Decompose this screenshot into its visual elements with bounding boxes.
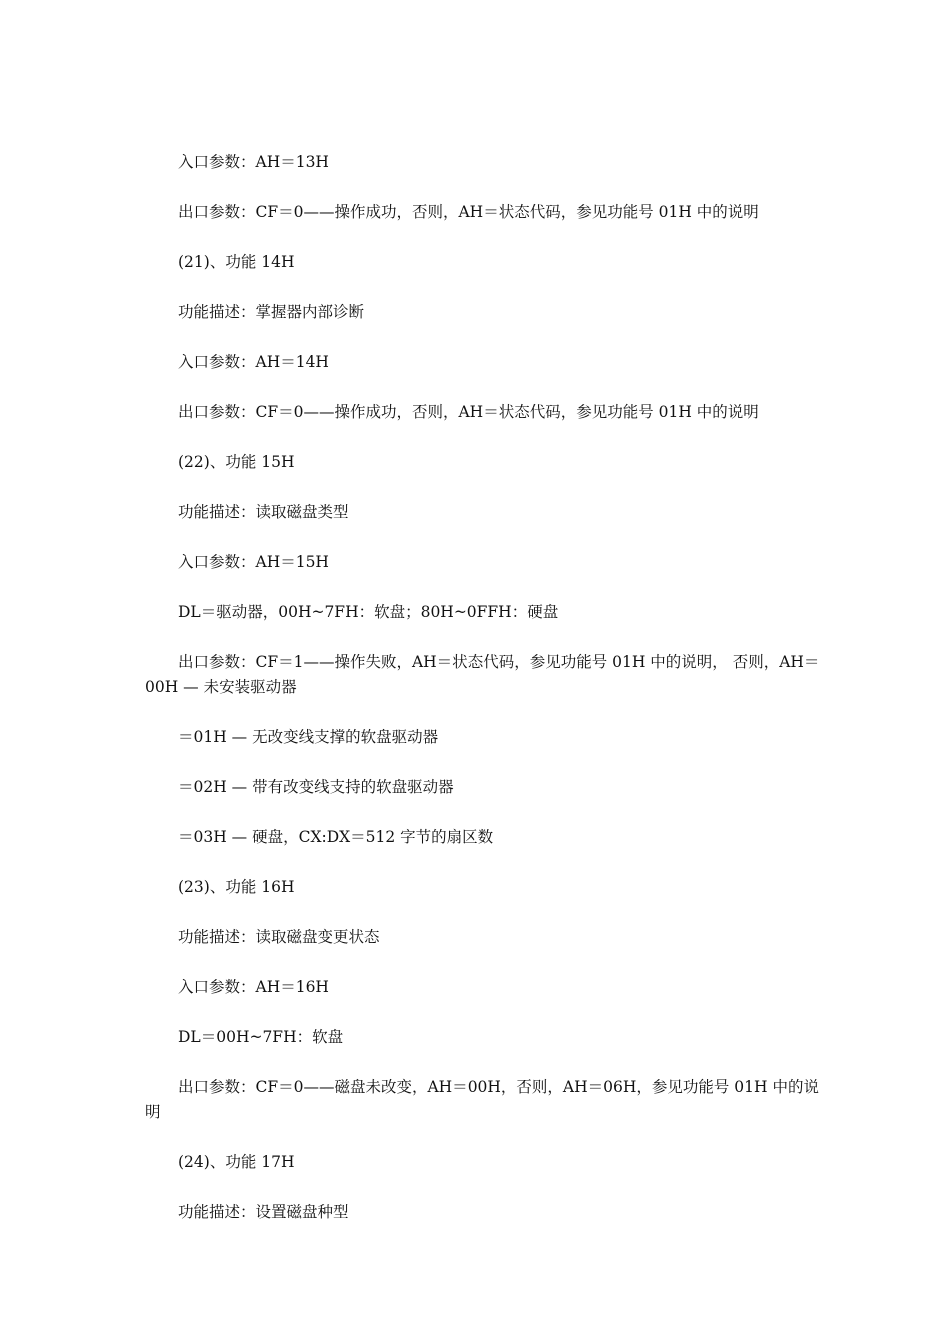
paragraph-7: (22)、功能 15H	[178, 453, 295, 471]
paragraph-3: (21)、功能 14H	[178, 253, 295, 271]
paragraph-19: 出口参数：CF＝0——磁盘未改变，AH＝00H，否则，AH＝06H，参见功能号 01H 中的说明	[145, 1078, 819, 1121]
paragraph-6: 出口参数：CF＝0——操作成功，否则，AH＝状态代码，参见功能号 01H 中的说明	[178, 403, 759, 421]
paragraph-2: 出口参数：CF＝0——操作成功，否则，AH＝状态代码，参见功能号 01H 中的说明	[178, 203, 759, 221]
paragraph-12: ＝01H — 无改变线支撑的软盘驱动器	[178, 728, 439, 746]
paragraph-10: DL＝驱动器，00H~7FH：软盘；80H~0FFH：硬盘	[178, 603, 559, 621]
paragraph-13: ＝02H — 带有改变线支持的软盘驱动器	[178, 778, 454, 796]
paragraph-15: (23)、功能 16H	[178, 878, 295, 896]
paragraph-9: 入口参数：AH＝15H	[178, 553, 329, 571]
paragraph-16: 功能描述：读取磁盘变更状态	[178, 928, 380, 946]
paragraph-20: (24)、功能 17H	[178, 1153, 295, 1171]
paragraph-1: 入口参数：AH＝13H	[178, 153, 329, 171]
paragraph-4: 功能描述：掌握器内部诊断	[178, 303, 365, 321]
paragraph-5: 入口参数：AH＝14H	[178, 353, 329, 371]
paragraph-8: 功能描述：读取磁盘类型	[178, 503, 349, 521]
paragraph-21: 功能描述：设置磁盘种型	[178, 1203, 349, 1221]
document-body	[145, 150, 820, 1225]
paragraph-17: 入口参数：AH＝16H	[178, 978, 329, 996]
paragraph-11: 出口参数：CF＝1——操作失败，AH＝状态代码，参见功能号 01H 中的说明， 否则，AH＝00H — 未安装驱动器	[145, 653, 820, 696]
paragraph-18: DL＝00H~7FH：软盘	[178, 1028, 344, 1046]
paragraph-14: ＝03H — 硬盘，CX:DX＝512 字节的扇区数	[178, 828, 494, 846]
